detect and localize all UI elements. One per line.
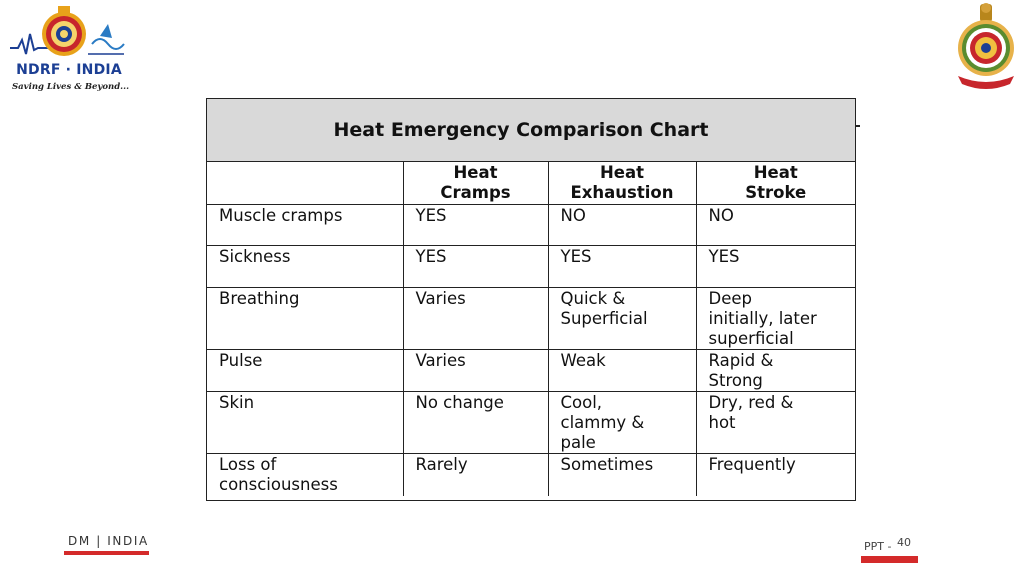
row-label: Sickness (207, 245, 403, 287)
footer-right-accent (861, 556, 918, 563)
table-row (207, 245, 855, 287)
chart-edge-mark (855, 125, 860, 127)
cell-stroke: Deep initially, later superficial (696, 287, 855, 349)
cell-stroke: NO (696, 204, 855, 245)
comparison-table (207, 162, 855, 496)
table-row (207, 391, 855, 453)
ndrf-tagline: Saving Lives & Beyond... (12, 82, 130, 92)
cell-exhaustion: Cool, clammy & pale (548, 391, 696, 453)
footer-left-accent (64, 551, 149, 555)
cell-stroke: YES (696, 245, 855, 287)
chart-title-bar (207, 99, 855, 162)
cell-cramps: Rarely (403, 453, 548, 496)
row-label: Skin (207, 391, 403, 453)
cell-exhaustion: NO (548, 204, 696, 245)
header-heat-cramps: Heat Cramps (403, 162, 548, 204)
cell-cramps: Varies (403, 287, 548, 349)
cell-stroke: Rapid & Strong (696, 349, 855, 391)
cell-cramps: YES (403, 245, 548, 287)
cell-exhaustion: Weak (548, 349, 696, 391)
cell-exhaustion: YES (548, 245, 696, 287)
row-label: Pulse (207, 349, 403, 391)
cell-exhaustion: Quick & Superficial (548, 287, 696, 349)
emblem-seal-icon (950, 2, 1022, 92)
row-label: Loss of consciousness (207, 453, 403, 496)
heat-emergency-chart (206, 98, 856, 501)
table-row (207, 453, 855, 496)
footer-page-indicator (864, 536, 911, 553)
cell-exhaustion: Sometimes (548, 453, 696, 496)
ndrf-emblem-icon (8, 4, 126, 64)
page-number: 40 (896, 536, 911, 549)
footer-org-label: DM | INDIA (68, 534, 149, 548)
row-label: Muscle cramps (207, 204, 403, 245)
cell-stroke: Frequently (696, 453, 855, 496)
cell-stroke: Dry, red & hot (696, 391, 855, 453)
ndrf-logo (8, 4, 130, 94)
ppt-label: PPT - (864, 540, 892, 553)
cell-cramps: Varies (403, 349, 548, 391)
table-header-row (207, 162, 855, 204)
table-row (207, 204, 855, 245)
cell-cramps: No change (403, 391, 548, 453)
header-heat-exhaustion: Heat Exhaustion (548, 162, 696, 204)
table-row (207, 287, 855, 349)
ndrf-name: NDRF · INDIA (16, 62, 122, 78)
table-row (207, 349, 855, 391)
header-heat-stroke: Heat Stroke (696, 162, 855, 204)
chart-title: Heat Emergency Comparison Chart (333, 119, 709, 141)
cell-cramps: YES (403, 204, 548, 245)
header-empty (207, 162, 403, 204)
row-label: Breathing (207, 287, 403, 349)
